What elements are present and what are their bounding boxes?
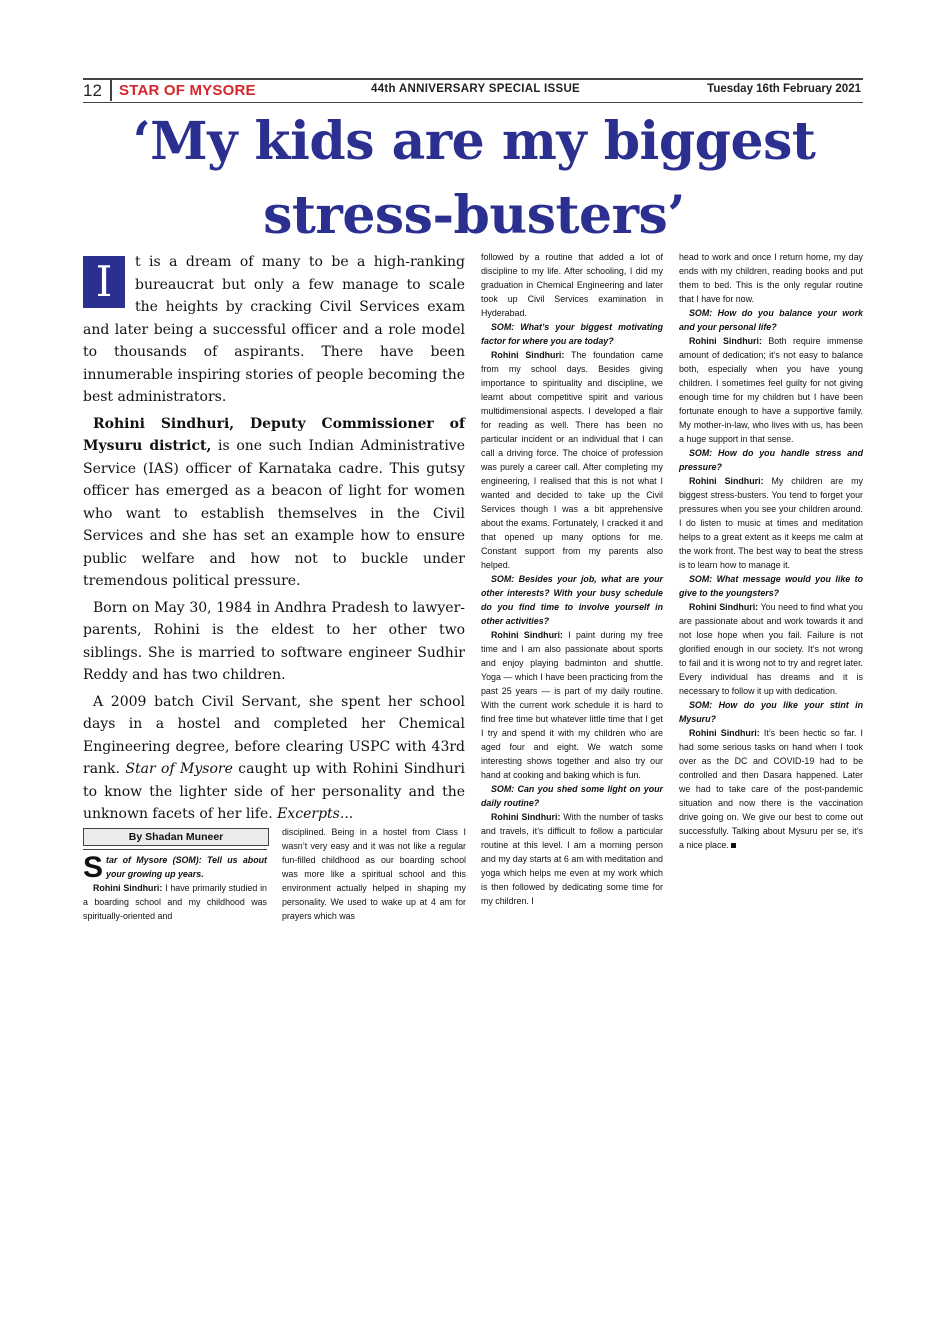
newspaper-name: STAR OF MYSORE bbox=[119, 82, 256, 99]
headline-line-2: stress-busters’ bbox=[263, 185, 685, 246]
answer-4-end: head to work and once I return home, my day ends with my children, reading books and put them to bed. This is the only regular routine that I have for now. bbox=[679, 252, 863, 304]
question-6: SOM: How do you handle stress and pressure? bbox=[679, 448, 863, 472]
interview-column-4 bbox=[679, 250, 863, 852]
question-8: SOM: How do you like your stint in Mysuru? bbox=[679, 700, 863, 724]
issue-title: 44th ANNIVERSARY SPECIAL ISSUE bbox=[371, 83, 581, 95]
subject-name: Rohini Sindhuri, Deputy Commissioner of Mysuru district, bbox=[83, 415, 465, 454]
answer-4: Rohini Sindhuri: With the number of tasks and travels, it’s difficult to follow a particular routine at this level. I am a morning person and my day starts at 6 am with meditation and yoga which helps me even at my work which is then followed by dedicating some time for my children. I bbox=[481, 812, 664, 906]
question-5: SOM: How do you balance your work and your personal life? bbox=[679, 308, 863, 332]
interview-column-2 bbox=[282, 825, 466, 923]
byline: By Shadan Muneer bbox=[83, 828, 269, 846]
question-1: Star of Mysore (SOM): Tell us about your growing up years. bbox=[83, 851, 267, 884]
question-4: SOM: Can you shed some light on your daily routine? bbox=[481, 784, 663, 808]
headline bbox=[60, 105, 888, 253]
end-mark bbox=[731, 843, 736, 848]
question-2: SOM: What’s your biggest motivating factor for where you are today? bbox=[481, 322, 663, 346]
answer-3: Rohini Sindhuri: I paint during my free time and I am also passionate about sports and enjoy playing badminton and shuttle. Yoga — which I have been practicing from the past 25 years — is part of my daily routine. With the current work schedule it is hard to find free time but whatever little time that I get I try and spend it with my children who are aged four and eight. We watch some interesting shows together and also try our hand at cooking and baking which is fun. bbox=[481, 630, 663, 780]
page-number: 12 bbox=[83, 81, 102, 100]
answer-6: Rohini Sindhuri: My children are my biggest stress-busters. You tend to forget your pressures when you see your children around. I do listen to music at times and meditation helps to a great extent as it keeps me calm at the work front. The best way to beat the stress is to learn how to manage it. bbox=[679, 476, 863, 570]
answer-1: Rohini Sindhuri: I have primarily studied in a boarding school and my childhood was spiritually-oriented and bbox=[83, 883, 267, 921]
article-intro bbox=[83, 251, 465, 830]
page-number-divider bbox=[110, 80, 112, 101]
intro-paragraph-4: A 2009 batch Civil Servant, she spent her school days in a hostel and completed her Chemical Engineering degree, before clearing USPC with 43rd rank. Star of Mysore caught up with Rohini Sindhuri to know the lighter side of her personality and the unknown facets of her life. Excerpts... bbox=[83, 693, 465, 822]
intro-paragraph-1: I t is a dream of many to be a high-ranking bureaucrat but only a few manage to scale the heights by cracking Civil Services exam and later being a successful officer and a role model to thousands of aspirants. There have been innumerable inspiring stories of people becoming the best administrators. bbox=[83, 254, 465, 405]
question-3: SOM: Besides your job, what are your other interests? With your busy schedule do you find time to involve yourself in other activities? bbox=[481, 574, 663, 626]
issue-date: Tuesday 16th February 2021 bbox=[707, 83, 861, 95]
question-7: SOM: What message would you like to give to the youngsters? bbox=[679, 574, 863, 598]
answer-2: Rohini Sindhuri: The foundation came from my school days. Besides giving importance to spirituality and discipline, we learnt about competitive spirit and various multidimensional aspects. I developed a flair for reading as well. There has been no particular incident or an individual that I can call a driving force. The choice of profession was purely a career call. After completing my engineering, I realised that this is not what I wanted and decided to take up the Civil Services though I was a bit apprehensive about the exams. Fortunately, I cracked it and that opened up many options for me. Constant support from my parents also helped. bbox=[481, 350, 664, 570]
masthead bbox=[83, 78, 863, 103]
excerpts-label: Excerpts... bbox=[277, 806, 354, 822]
headline-line-1: ‘My kids are my biggest bbox=[132, 111, 816, 172]
drop-cap: I bbox=[83, 256, 125, 308]
answer-1-continued: disciplined. Being in a hostel from Class I wasn’t very easy and it was not like a regular fun-filled childhood as our boarding school was more like a spiritual school and this environment actually helped in shaping my personality. We used to wake up at 4 am for prayers which was bbox=[282, 827, 466, 921]
drop-cap-s: S bbox=[83, 851, 104, 884]
answer-7: Rohini Sindhuri: You need to find what you are passionate about and work towards it and not lose hope when you fail. Failure is not glorified enough in our society. It’s not wrong to fail and it is wrong not to try and regret later. Every individual has dreams and it is necessary to follow it up with dedication. bbox=[679, 602, 863, 696]
intro-paragraph-2: Rohini Sindhuri, Deputy Commissioner of Mysuru district, is one such Indian Administrative Service (IAS) officer of Karnataka cadre. This gutsy officer has emerged as a beacon of light for women who want to establish themselves in the Civil Services and she has set an example how to ensure public welfare and how not to buckle under tremendous political pressure. bbox=[83, 415, 465, 589]
intro-paragraph-3: Born on May 30, 1984 in Andhra Pradesh to lawyer-parents, Rohini is the eldest to her other two siblings. She is married to software engineer Sudhir Reddy and has two children. bbox=[83, 599, 465, 683]
answer-8: Rohini Sindhuri: It’s been hectic so far. I had some serious tasks on hand when I took over as the DC and COVID-19 had to be controlled and then Dasara happened. Later we had to take care of the post-pandemic situation and now there is the vaccination drive going on. We give our best to come out successfully. Talking about Mysuru per se, it’s a nice place. bbox=[679, 728, 863, 850]
answer-1-end: followed by a routine that added a lot of discipline to my life. After schooling, I did my graduation in Chemical Engineering and later took up Civil Services examination in Hyderabad. bbox=[481, 252, 663, 318]
interview-column-1 bbox=[83, 853, 267, 923]
byline-rule bbox=[83, 849, 267, 850]
answer-5: Rohini Sindhuri: Both require immense amount of dedication; it’s not easy to balance both, especially when you have young children. I sometimes feel guilty for not giving enough time for my children but I have been fortunate enough to have a supportive family. My mother-in-law, who lives with us, has been a huge support in that sense. bbox=[679, 336, 863, 444]
interview-column-3 bbox=[481, 250, 663, 908]
